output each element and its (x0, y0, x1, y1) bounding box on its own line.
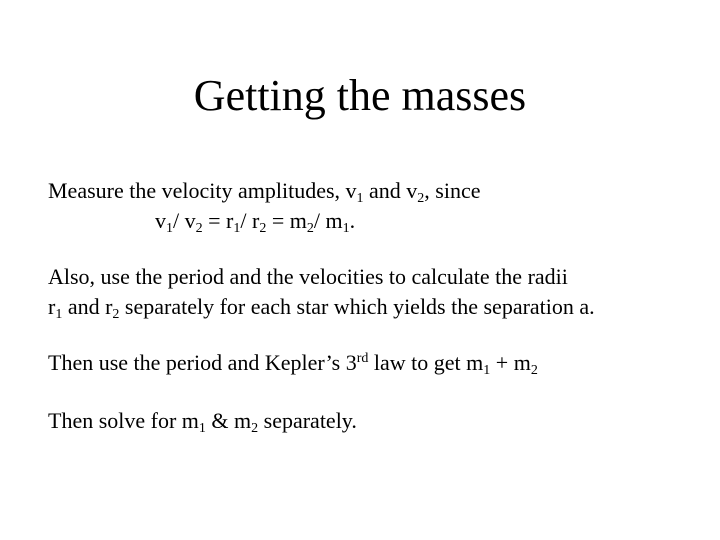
text-run: v (155, 208, 166, 233)
subscript: 1 (198, 421, 206, 436)
superscript: rd (356, 351, 369, 366)
subscript: 2 (259, 221, 267, 236)
paragraph-line (48, 348, 538, 378)
text-run: Then solve for m (48, 408, 199, 433)
equation-line (48, 206, 481, 236)
paragraph-line (48, 176, 481, 206)
paragraph-line: Also, use the period and the velocities to calculate the radii (48, 264, 568, 289)
subscript: 2 (195, 221, 203, 236)
subscript: 1 (166, 221, 173, 236)
text-run: r (48, 294, 56, 319)
subscript: 1 (483, 363, 491, 378)
paragraph-line (48, 292, 595, 322)
text-run: law to get m (368, 350, 484, 375)
text-run: Measure the velocity amplitudes, v (48, 178, 357, 203)
subscript: 1 (342, 221, 350, 236)
paragraph-solve (48, 406, 357, 436)
paragraph-kepler (48, 348, 538, 378)
text-run: / m (313, 208, 343, 233)
text-run: separately for each star which yields the separation a. (119, 294, 595, 319)
text-run: = m (266, 208, 307, 233)
paragraph-line (48, 406, 357, 436)
text-run: and v (363, 178, 418, 203)
subscript: 1 (55, 307, 63, 322)
text-run: Then use the period and Kepler’s 3 (48, 350, 357, 375)
subscript: 2 (251, 421, 259, 436)
text-run: and r (62, 294, 113, 319)
paragraph-velocity-amplitudes (48, 176, 481, 236)
subscript: 2 (530, 363, 538, 378)
text-run: = r (202, 208, 234, 233)
subscript: 2 (112, 307, 120, 322)
subscript: 1 (356, 191, 364, 206)
subscript: 2 (417, 191, 425, 206)
text-run: , since (424, 178, 481, 203)
text-run: + m (490, 350, 531, 375)
paragraph-radii (48, 262, 595, 322)
text-run: . (349, 208, 356, 233)
text-run: / r (240, 208, 260, 233)
text-run: & m (205, 408, 252, 433)
subscript: 2 (306, 221, 314, 236)
text-run: / v (173, 208, 196, 233)
slide-title: Getting the masses (193, 71, 527, 120)
subscript: 1 (233, 221, 241, 236)
text-run: separately. (258, 408, 357, 433)
